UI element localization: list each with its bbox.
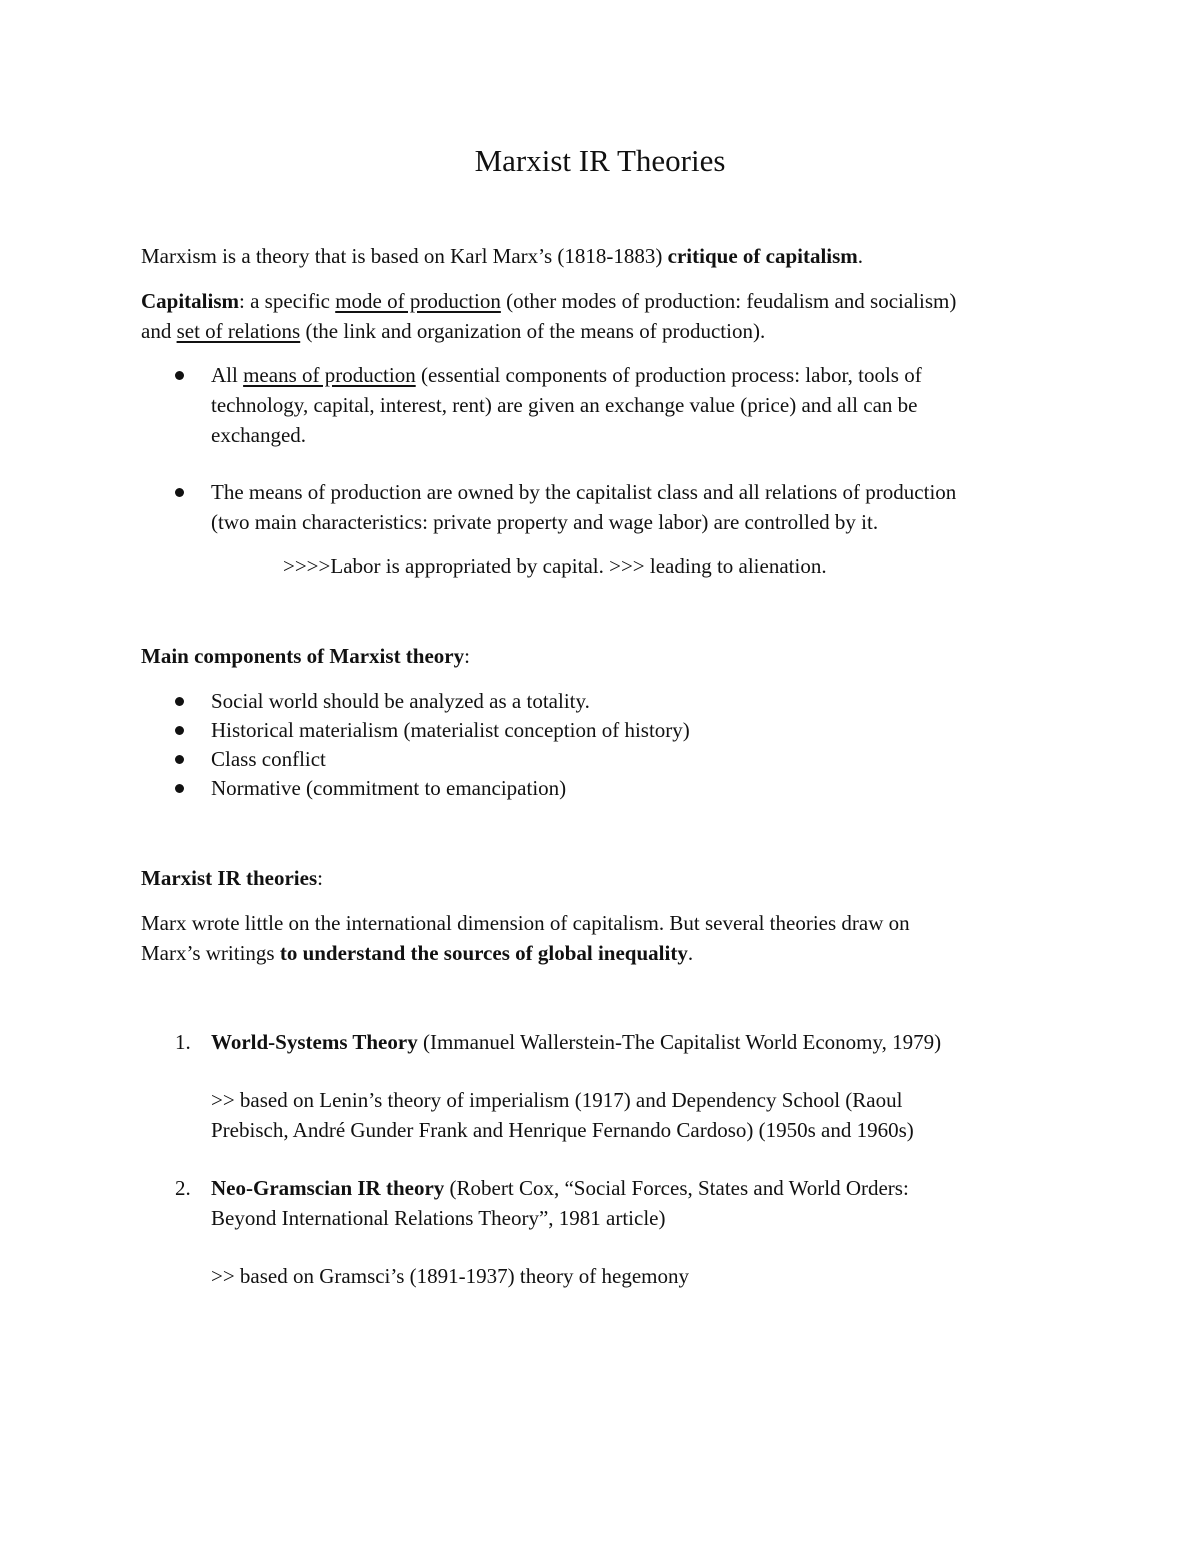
capitalism-text-1: : a specific xyxy=(239,289,336,313)
intro-paragraph xyxy=(141,241,1071,271)
ir-theories-paragraph-line-2 xyxy=(141,938,1071,968)
list-number: 1. xyxy=(175,1030,191,1054)
bullet-1-line-2: technology, capital, interest, rent) are given an exchange value (price) and all can be xyxy=(211,393,918,417)
bullet-2-line-1: The means of production are owned by the capitalist class and all relations of production xyxy=(211,480,957,504)
capitalism-text-2: (other modes of production: feudalism and socialism) xyxy=(500,289,957,313)
components-heading-colon: : xyxy=(464,644,470,668)
means-of-production-underline: means of production xyxy=(243,363,416,387)
document-title: Marxist IR Theories xyxy=(474,143,726,178)
bullet-icon xyxy=(172,360,186,390)
bullet-icon xyxy=(172,744,186,774)
alienation-arrow-line: >>>>Labor is appropriated by capital. >>> leading to alienation. xyxy=(283,554,827,578)
components-heading-text: Main components of Marxist theory xyxy=(141,644,465,668)
capitalism-line-1 xyxy=(141,286,1071,316)
components-heading xyxy=(141,641,1071,671)
ir-theories-heading-text: Marxist IR theories xyxy=(141,866,318,890)
list-number: 2. xyxy=(175,1176,191,1200)
ir-theories-paragraph-line-1: Marx wrote little on the international dimension of capitalism. But several theories draw on xyxy=(141,911,910,935)
intro-bold: critique of capitalism xyxy=(667,244,858,268)
world-systems-theory-line xyxy=(211,1027,1061,1057)
ir-theories-heading xyxy=(141,863,1071,893)
ir-theories-bold: to understand the sources of global inequality xyxy=(279,941,688,965)
world-systems-theory-rest: (Immanuel Wallerstein-The Capitalist World Economy, 1979) xyxy=(417,1030,942,1054)
capitalism-text-4: (the link and organization of the means of production). xyxy=(300,319,766,343)
capitalism-line-2 xyxy=(141,316,1071,346)
world-systems-theory-bold: World-Systems Theory xyxy=(211,1030,418,1054)
capitalism-text-3: and xyxy=(141,319,177,343)
ir-theories-heading-colon: : xyxy=(317,866,323,890)
ir-theories-pre: Marx’s writings xyxy=(141,941,280,965)
bullet-icon xyxy=(172,686,186,716)
bullet-1-line-3: exchanged. xyxy=(211,423,307,447)
component-item: Normative (commitment to emancipation) xyxy=(211,776,567,800)
bullet-icon xyxy=(172,477,186,507)
bullet-1-text: (essential components of production process: labor, tools of xyxy=(415,363,922,387)
component-item: Social world should be analyzed as a totality. xyxy=(211,689,590,713)
capitalism-term: Capitalism xyxy=(141,289,240,313)
ir-theories-end: . xyxy=(687,941,694,965)
neo-gramscian-line-1 xyxy=(211,1173,1061,1203)
bullet-icon xyxy=(172,773,186,803)
neo-gramscian-line-2: Beyond International Relations Theory”, 1981 article) xyxy=(211,1206,666,1230)
mode-of-production-underline: mode of production xyxy=(335,289,501,313)
component-item: Class conflict xyxy=(211,747,326,771)
world-systems-note-line-2: Prebisch, André Gunder Frank and Henrique Fernando Cardoso) (1950s and 1960s) xyxy=(211,1118,914,1142)
bullet-icon xyxy=(172,715,186,745)
intro-end: . xyxy=(857,244,864,268)
bullet-1-line-1 xyxy=(211,360,1061,390)
component-item: Historical materialism (materialist conception of history) xyxy=(211,718,690,742)
neo-gramscian-bold: Neo-Gramscian IR theory xyxy=(211,1176,445,1200)
intro-text: Marxism is a theory that is based on Karl Marx’s (1818-1883) xyxy=(141,244,668,268)
set-of-relations-underline: set of relations xyxy=(176,319,301,343)
bullet-1-pre: All xyxy=(211,363,244,387)
neo-gramscian-note: >> based on Gramsci’s (1891-1937) theory of hegemony xyxy=(211,1264,689,1288)
neo-gramscian-rest: (Robert Cox, “Social Forces, States and World Orders: xyxy=(444,1176,909,1200)
world-systems-note-line-1: >> based on Lenin’s theory of imperialism (1917) and Dependency School (Raoul xyxy=(211,1088,903,1112)
bullet-2-line-2: (two main characteristics: private property and wage labor) are controlled by it. xyxy=(211,510,879,534)
